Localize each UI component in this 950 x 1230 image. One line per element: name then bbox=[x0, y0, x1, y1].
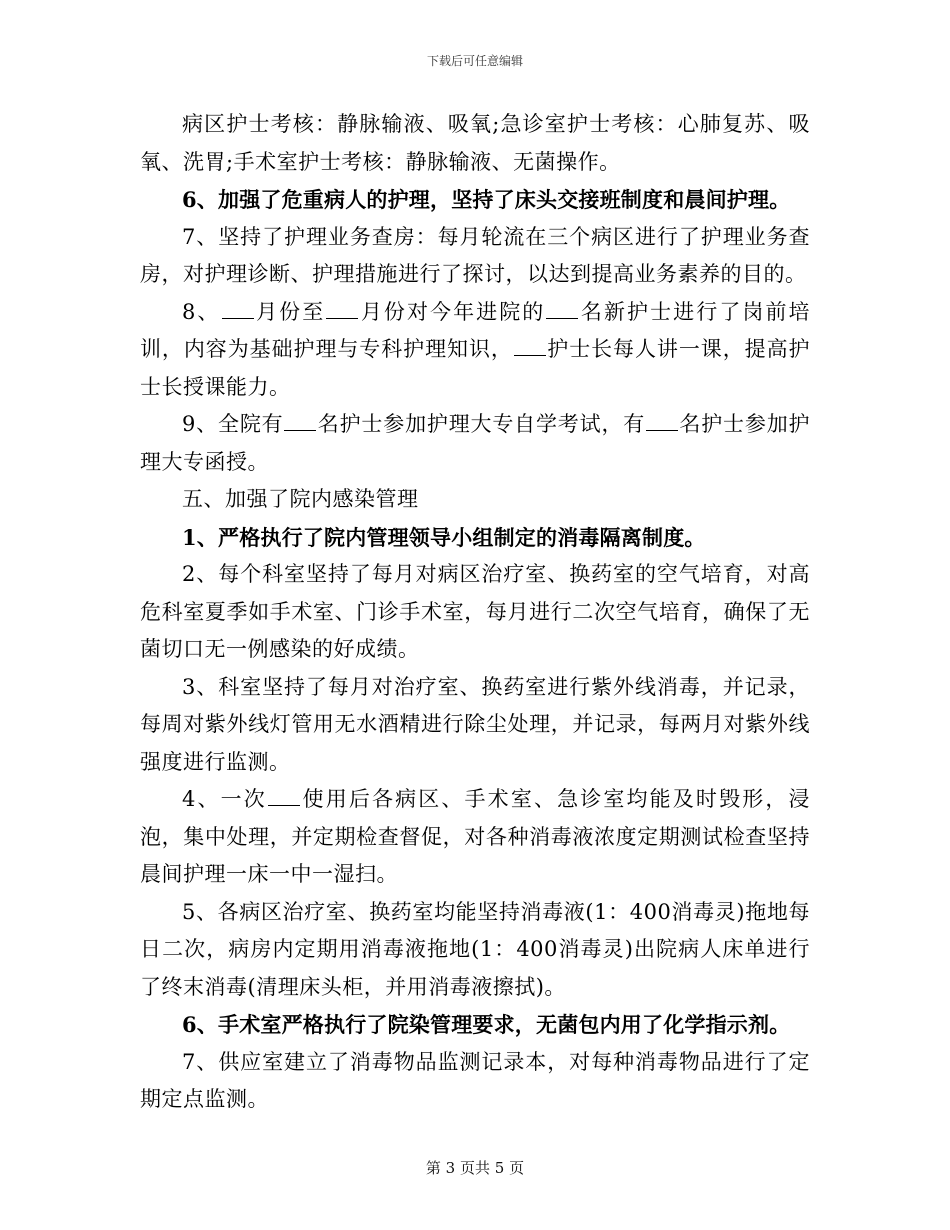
paragraph-ward-rounds: 7、坚持了护理业务查房：每月轮流在三个病区进行了护理业务查房，对护理诊断、护理措施进行了探讨，以达到提高业务素养的目的。 bbox=[140, 224, 810, 286]
section-heading-infection-control: 五、加强了院内感染管理 bbox=[182, 487, 419, 511]
paragraph-floor-disinfection: 5、各病区治疗室、换药室均能坚持消毒液(1：400消毒灵)拖地每日二次，病房内定期用消毒液拖地(1：400消毒灵)出院病人床单进行了终末消毒(清理床头柜，并用消毒液擦拭)。 bbox=[140, 899, 810, 999]
paragraph-air-culture: 2、每个科室坚持了每月对病区治疗室、换药室的空气培育，对高危科室夏季如手术室、门诊手术室，每月进行二次空气培育，确保了无菌切口无一例感染的好成绩。 bbox=[140, 562, 810, 661]
paragraph-disposable-items: 4、一次 使用后各病区、手术室、急诊室均能及时毁形，浸泡，集中处理，并定期检查督促，对各种消毒液浓度定期测试检查坚持晨间护理一床一中一湿扫。 bbox=[140, 787, 810, 886]
paragraph-supply-room: 7、供应室建立了消毒物品监测记录本，对每种消毒物品进行了定期定点监测。 bbox=[140, 1049, 810, 1111]
paragraph-new-nurse-training: 8、 月份至 月份对今年进院的 名新护士进行了岗前培训，内容为基础护理与专科护理知识， 护士长每人讲一课，提高护士长授课能力。 bbox=[140, 299, 811, 399]
page-footer: 第 3 页共 5 页 bbox=[425, 1159, 525, 1177]
paragraph-disinfection-rules: 1、严格执行了院内管理领导小组制定的消毒隔离制度。 bbox=[182, 524, 706, 550]
page-header: 下载后可任意编辑 bbox=[426, 54, 523, 68]
paragraph-uv-disinfection: 3、科室坚持了每月对治疗室、换药室进行紫外线消毒，并记录，每周对紫外线灯管用无水酒精进行除尘处理，并记录，每两月对紫外线强度进行监测。 bbox=[140, 674, 810, 774]
paragraph-nurse-assessment: 病区护士考核：静脉输液、吸氧;急诊室护士考核：心肺复苏、吸氧、洗胃;手术室护士考核：静脉输液、无菌操作。 bbox=[140, 112, 810, 174]
fill-in-blank bbox=[646, 412, 678, 431]
fill-in-blank bbox=[546, 300, 578, 319]
fill-in-blank bbox=[222, 300, 254, 319]
paragraph-self-study-exam: 9、全院有 名护士参加护理大专自学考试，有 名护士参加护理大专函授。 bbox=[140, 412, 811, 474]
paragraph-critical-care: 6、加强了危重病人的护理，坚持了床头交接班制度和晨间护理。 bbox=[182, 187, 791, 212]
fill-in-blank bbox=[326, 300, 358, 319]
fill-in-blank bbox=[284, 412, 316, 431]
fill-in-blank bbox=[268, 787, 300, 806]
paragraph-operating-room: 6、手术室严格执行了院染管理要求，无菌包内用了化学指示剂。 bbox=[182, 1012, 791, 1037]
document-body bbox=[140, 106, 810, 1119]
fill-in-blank bbox=[514, 337, 546, 356]
